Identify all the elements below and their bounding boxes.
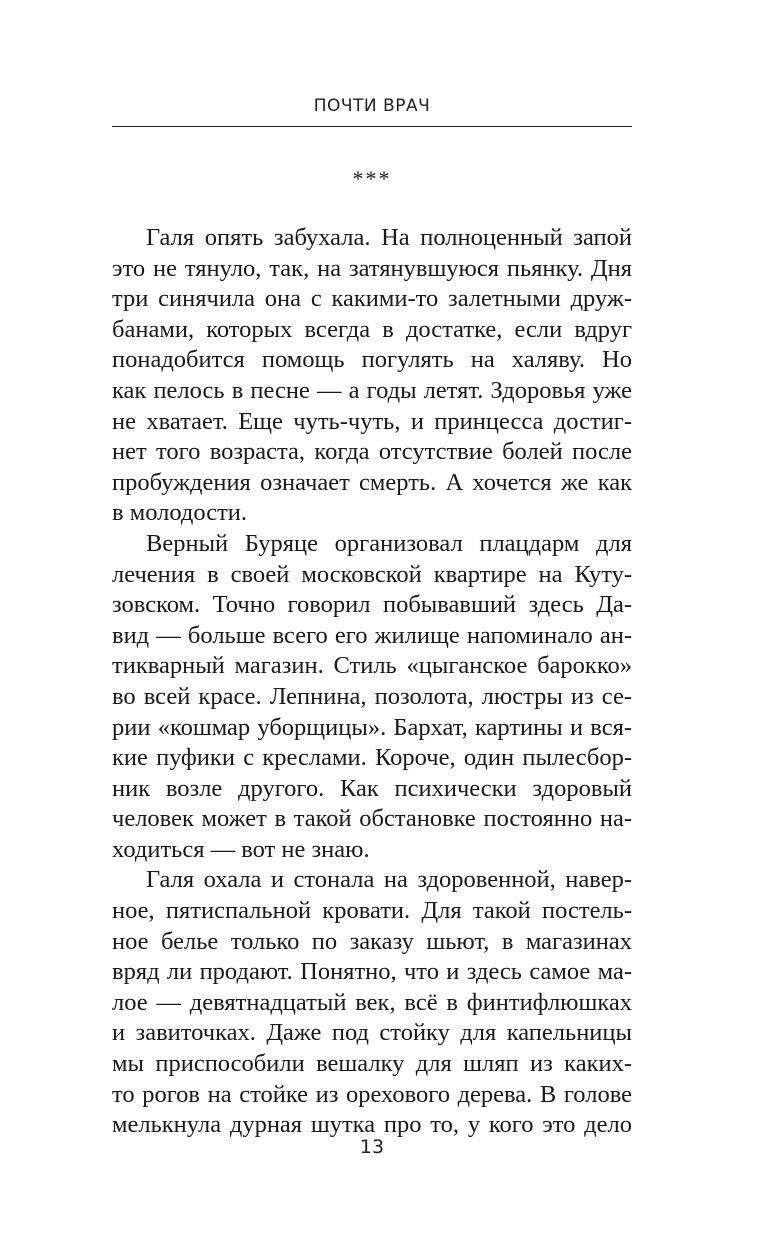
header-rule: [112, 126, 632, 127]
text-line: рии «кошмар уборщицы». Бархат, картины и вся-: [112, 713, 632, 741]
body-text: [112, 223, 632, 1141]
running-head: ПОЧТИ ВРАЧ: [313, 96, 431, 116]
text-line: нет того возраста, когда отсутствие болей после: [112, 438, 632, 466]
text-line: Галя опять забухала. На полноценный запой: [146, 224, 632, 251]
text-line: как пелось в песне — а годы летят. Здоровья уже: [112, 376, 632, 404]
text-line: и завиточках. Даже под стойку для капельницы: [112, 1019, 632, 1047]
text-line: лое — девятнадцатый век, всё в финтифлюшках: [112, 988, 632, 1016]
section-break: ***: [352, 166, 392, 191]
text-line: то рогов на стойке из орехового дерева. В голове: [112, 1080, 632, 1108]
text-line: во всей красе. Лепнина, позолота, люстры из се-: [112, 682, 632, 710]
text-line: ное белье только по заказу шьют, в магазинах: [112, 927, 632, 955]
text-line: тикварный магазин. Стиль «цыганское барокко»: [112, 652, 632, 680]
text-line: ходиться — вот не знаю.: [112, 835, 370, 863]
page-number: 13: [359, 1136, 385, 1158]
text-line: Галя охала и стонала на здоровенной, навер-: [146, 866, 632, 894]
text-line: пробуждения означает смерть. А хочется же как: [112, 468, 632, 496]
text-line: вряд ли продают. Понятно, что и здесь самое ма-: [112, 958, 632, 986]
text-line: понадобится помощь погулять на халяву. Но: [112, 346, 632, 374]
text-line: в молодости.: [112, 499, 248, 527]
text-line: мы приспособили вешалку для шляп из каких-: [112, 1050, 632, 1078]
paragraph: [112, 223, 632, 529]
text-line: три синячила она с какими-то залетными друж-: [112, 285, 632, 313]
text-line: Верный Буряце организовал плацдарм для: [146, 529, 632, 557]
paragraph: [112, 865, 632, 1140]
text-line: мелькнула дурная шутка про то, у кого это дело: [112, 1111, 632, 1139]
text-line: человек может в такой обстановке постоянно на-: [112, 805, 632, 833]
text-line: банами, которых всегда в достатке, если вдруг: [112, 315, 632, 343]
text-line: это не тянуло, так, на затянувшуюся пьянку. Дня: [112, 254, 632, 282]
paragraph: [112, 529, 632, 866]
text-line: зовском. Точно говорил побывавший здесь Да-: [112, 591, 632, 619]
text-line: лечения в своей московской квартире на Куту-: [112, 560, 632, 588]
text-line: ное, пятиспальной кровати. Для такой постель-: [112, 897, 632, 925]
text-line: кие пуфики с креслами. Короче, один пылесбор-: [112, 744, 632, 772]
text-line: ник возле другого. Как психически здоровый: [112, 774, 632, 802]
text-line: не хватает. Еще чуть-чуть, и принцесса достиг-: [112, 407, 632, 435]
text-line: вид — больше всего его жилище напоминало ан-: [112, 621, 632, 649]
